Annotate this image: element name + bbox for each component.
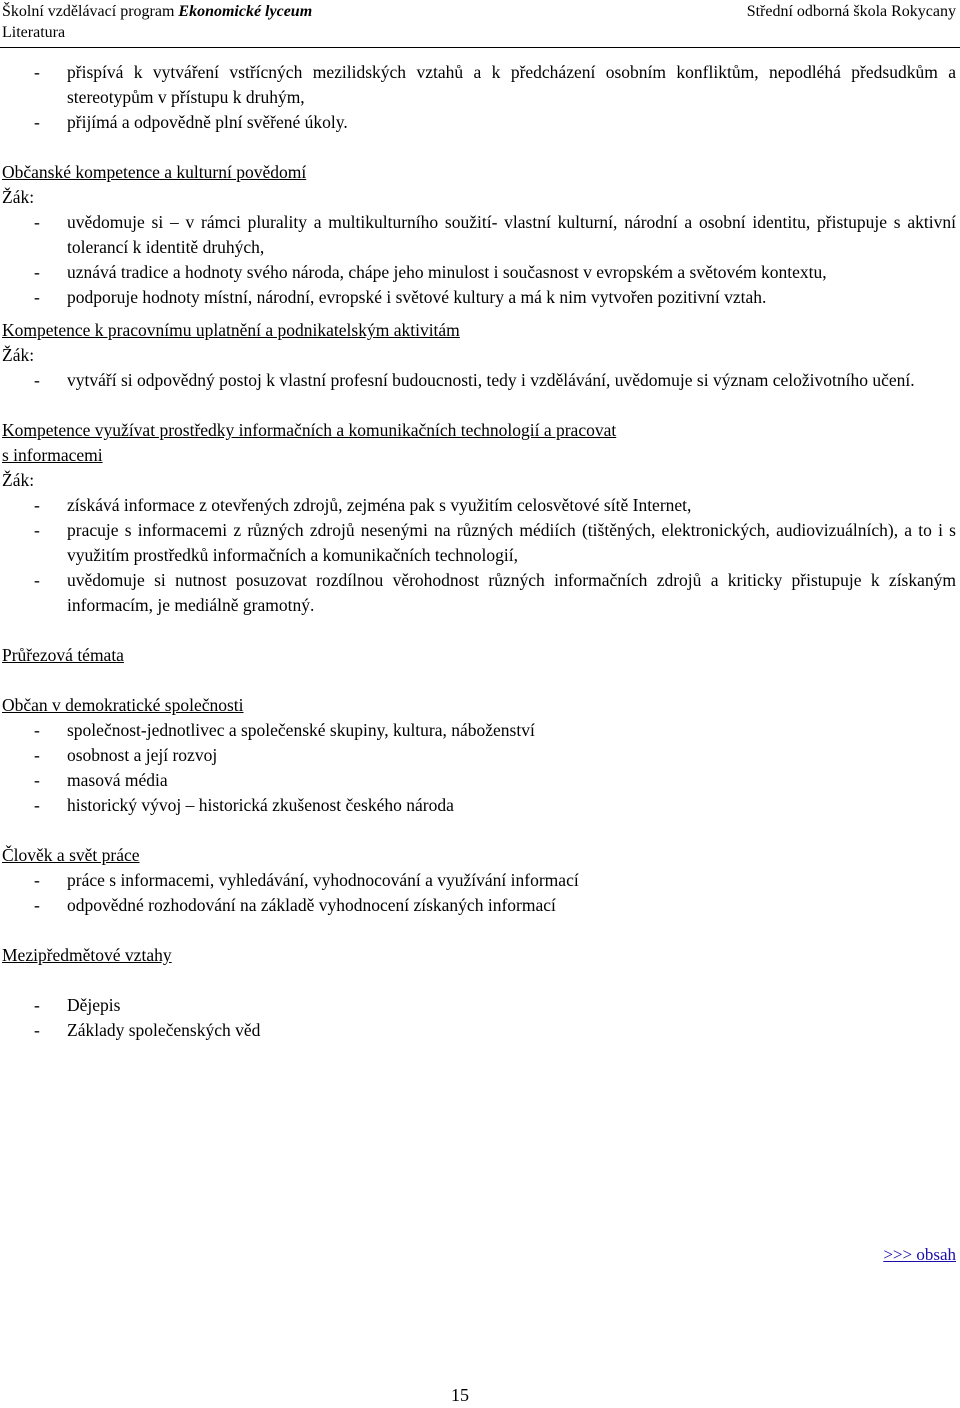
list-item-text: Základy společenských věd (67, 1020, 261, 1040)
list-dash: - (34, 570, 40, 590)
list-item (0, 568, 960, 618)
spacer (0, 310, 960, 318)
list-item-text: podporuje hodnoty místní, národní, evropské i světové kultury a má k nim vytvořen pozitivní vztah. (67, 287, 767, 307)
list-dash: - (34, 1020, 40, 1040)
list-dash: - (34, 495, 40, 515)
list-item-text: přispívá k vytváření vstřícných mezilidských vztahů a k předcházení osobním konfliktům, nepodléhá předsudkům a stereotypům v přístupu k druhým, (67, 62, 956, 107)
list-item (0, 1018, 960, 1043)
section-title-work: Kompetence k pracovnímu uplatnění a podnikatelským aktivitám (2, 320, 460, 340)
list-item (0, 285, 960, 310)
list-item (0, 493, 960, 518)
list-item (0, 993, 960, 1018)
list-dash: - (34, 770, 40, 790)
list-dash: - (34, 895, 40, 915)
section-title-citizen: Občan v demokratické společnosti (2, 695, 244, 715)
list-item-text: historický vývoj – historická zkušenost českého národa (67, 795, 454, 815)
student-label: Žák: (2, 345, 35, 365)
header-program-prefix: Školní vzdělávací program (2, 3, 179, 20)
list-item (0, 893, 960, 918)
list-dash: - (34, 520, 40, 540)
list-item-text: práce s informacemi, vyhledávání, vyhodnocování a využívání informací (67, 870, 579, 890)
list-item-text: společnost-jednotlivec a společenské skupiny, kultura, náboženství (67, 720, 535, 740)
header-program-name: Ekonomické lyceum (178, 3, 313, 20)
spacer (0, 668, 960, 693)
section-title-cross-topics: Průřezová témata (2, 645, 124, 665)
list-item-text: masová média (67, 770, 168, 790)
list-item (0, 260, 960, 285)
list-item-text: uvědomuje si – v rámci plurality a multikulturního soužití- vlastní kulturní, národní a osobní identitu, přistupuje s aktivní tolerancí k identitě druhých, (67, 212, 956, 257)
list-dash: - (34, 212, 40, 232)
section-title-ict-line2: s informacemi (2, 445, 103, 465)
spacer (0, 135, 960, 160)
list-dash: - (34, 262, 40, 282)
list-dash: - (34, 370, 40, 390)
list-item (0, 368, 960, 393)
list-dash: - (34, 112, 40, 132)
list-item-text: odpovědné rozhodování na základě vyhodnocení získaných informací (67, 895, 556, 915)
list-dash: - (34, 995, 40, 1015)
page-content (0, 60, 960, 1043)
student-label: Žák: (2, 187, 35, 207)
spacer (0, 393, 960, 418)
spacer (0, 918, 960, 943)
list-dash: - (34, 870, 40, 890)
list-item-text: pracuje s informacemi z různých zdrojů nesenými na různých médiích (tištěných, elektronických, audiovizuálních), a to i s využitím prostředků informačních a komunikačních technologií, (67, 520, 956, 565)
list-dash: - (34, 287, 40, 307)
list-item-text: získává informace z otevřených zdrojů, zejména pak s využitím celosvětové sítě Internet, (67, 495, 692, 515)
list-dash: - (34, 720, 40, 740)
list-item (0, 793, 960, 818)
list-item (0, 518, 960, 568)
list-item (0, 768, 960, 793)
list-item (0, 718, 960, 743)
student-label: Žák: (2, 470, 35, 490)
list-item (0, 110, 960, 135)
spacer (0, 818, 960, 843)
list-dash: - (34, 62, 40, 82)
list-dash: - (34, 795, 40, 815)
list-dash: - (34, 745, 40, 765)
page-header (0, 0, 960, 48)
list-item-text: uvědomuje si nutnost posuzovat rozdílnou věrohodnost různých informačních zdrojů a kriticky přistupuje k získaným informacím, je mediálně gramotný. (67, 570, 956, 615)
list-item-text: osobnost a její rozvoj (67, 745, 218, 765)
list-item-text: Dějepis (67, 995, 121, 1015)
spacer (0, 968, 960, 993)
list-item-text: uznává tradice a hodnoty svého národa, chápe jeho minulost i současnost v evropském a světovém kontextu, (67, 262, 827, 282)
list-item (0, 210, 960, 260)
list-item-text: přijímá a odpovědně plní svěřené úkoly. (67, 112, 348, 132)
section-title-interdisciplinary: Mezipředmětové vztahy (2, 945, 172, 965)
section-title-ict-line1: Kompetence využívat prostředky informačních a komunikačních technologií a pracovat (2, 420, 617, 440)
table-of-contents-link[interactable]: >>> obsah (883, 1245, 956, 1264)
page-number: 15 (451, 1385, 469, 1405)
header-subject: Literatura (2, 24, 66, 41)
spacer (0, 618, 960, 643)
section-title-world-of-work: Člověk a svět práce (2, 845, 140, 865)
list-item (0, 868, 960, 893)
header-program (2, 1, 312, 23)
list-item-text: vytváří si odpovědný postoj k vlastní profesní budoucnosti, tedy i vzdělávání, uvědomuje si význam celoživotního učení. (67, 370, 915, 390)
header-school: Střední odborná škola Rokycany (746, 3, 956, 20)
section-title-civic: Občanské kompetence a kulturní povědomí (2, 162, 307, 182)
list-item (0, 743, 960, 768)
list-item (0, 60, 960, 110)
